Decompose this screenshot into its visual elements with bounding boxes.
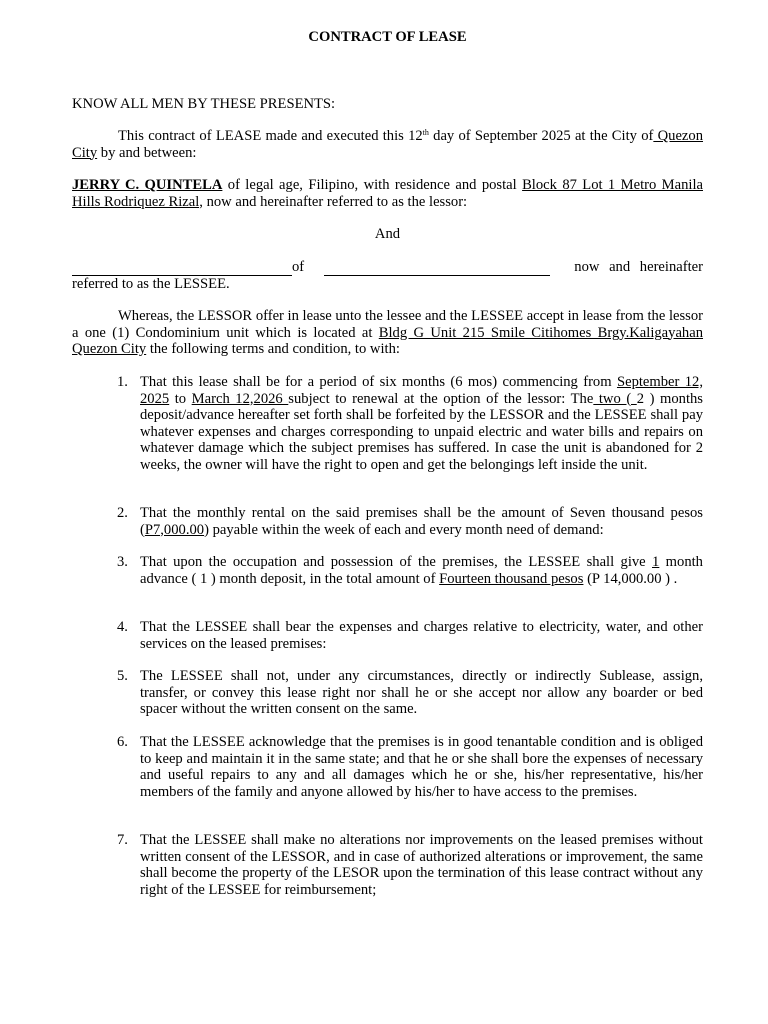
lessee-line bbox=[72, 259, 703, 276]
advance-count: 1 bbox=[652, 554, 660, 570]
unit-location: Bldg G Unit 215 Smile Citihomes Brgy.Kaligayahan Quezon City bbox=[72, 324, 704, 357]
term-item-5: 5. The LESSEE shall not, under any circumstances, directly or indirectly Sublease, assign, transfer, or convey this lease right nor shall he or she accept nor allow any boarder or bed spacer without the written consent on the same. bbox=[117, 668, 703, 717]
term-item-4: 4. That the LESSEE shall bear the expenses and charges relative to electricity, water, and other services on the leased premises: bbox=[117, 619, 703, 652]
term-item-2: 2. That the monthly rental on the said premises shall be the amount of Seven thousand pesos (P7,000.00) payable within the week of each and every month need of demand: bbox=[117, 505, 703, 538]
document-title: CONTRACT OF LEASE bbox=[308, 29, 467, 45]
opening-line: KNOW ALL MEN BY THESE PRESENTS: bbox=[72, 96, 336, 112]
city-name: Quezon City bbox=[72, 128, 703, 161]
lessee-of-label: of bbox=[292, 259, 305, 275]
lessee-now-text: now and hereinafter bbox=[574, 259, 703, 275]
term-item-3: 3. That upon the occupation and possession of the premises, the LESSEE shall give 1 month advance ( 1 ) month deposit, in the total amount of Fourteen thousand pesos (P 14,000.00 ) . bbox=[117, 554, 703, 587]
total-amount-words: Fourteen thousand pesos bbox=[439, 570, 584, 587]
lessor-paragraph: JERRY C. QUINTELA of legal age, Filipino, with residence and postal Block 87 Lot 1 Metro Manila Hills Rodriquez Rizal, now and hereinafter referred to as the lessor: bbox=[72, 177, 703, 210]
and-line: And bbox=[374, 226, 401, 242]
term-item-6: 6. That the LESSEE acknowledge that the premises is in good tenantable condition and is obliged to keep and maintain it in the same state; and that he or she shall bore the expenses of necessary and useful repairs to any and all damages which he or she, his/her representative, his/her members of the family and anyone allowed by his/her to have access to the premises. bbox=[117, 734, 703, 800]
whereas-paragraph: Whereas, the LESSOR offer in lease unto the lessee and the LESSEE accept in lease from the lessor a one (1) Condominium unit which is located at Bldg G Unit 215 Smile Citihomes Brgy.Kaligayahan Quezon City the following terms and condition, to with: bbox=[72, 308, 704, 357]
lessee-paragraph bbox=[72, 259, 703, 292]
lessor-name: JERRY C. QUINTELA bbox=[72, 177, 223, 193]
lessee-referred-text: referred to as the LESSEE. bbox=[72, 275, 230, 292]
monthly-rent-amount: P7,000.00 bbox=[144, 521, 205, 538]
lease-start-date: September 12, 2025 bbox=[140, 374, 703, 407]
intro-paragraph: This contract of LEASE made and executed this 12th day of September 2025 at the City of Quezon City by and between: bbox=[72, 128, 703, 161]
lessee-name-blank bbox=[72, 262, 292, 276]
deposit-months: two ( bbox=[593, 390, 637, 407]
ordinal-suffix: th bbox=[422, 128, 429, 137]
term-item-7: 7. That the LESSEE shall make no alterations nor improvements on the leased premises without written consent of the LESSOR, and in case of authorized alterations or improvement, the same shall become the property of the LESOR upon the termination of this lease contract without any right of the LESSEE for reimbursement; bbox=[117, 832, 703, 898]
lessee-address-blank bbox=[324, 262, 550, 276]
lessor-address: Block 87 Lot 1 Metro Manila Hills Rodriquez Rizal, bbox=[72, 177, 703, 210]
lease-end-date: March 12,2026 bbox=[191, 390, 289, 407]
term-item-1: 1. That this lease shall be for a period of six months (6 mos) commencing from September 12, 2025 to March 12,2026 subject to renewal at the option of the lessor: The two ( 2 ) months deposit/advance hereafter set forth shall be forfeited by the LESSOR and the LESSEE shall pay whatever expenses and charges corresponding to unpaid electric and water bills and repairs on whatever damage which the subject premises has suffered. In case the unit is abandoned for 2 weeks, the owner will have the right to open and get the belongings left inside the unit. bbox=[117, 374, 703, 473]
